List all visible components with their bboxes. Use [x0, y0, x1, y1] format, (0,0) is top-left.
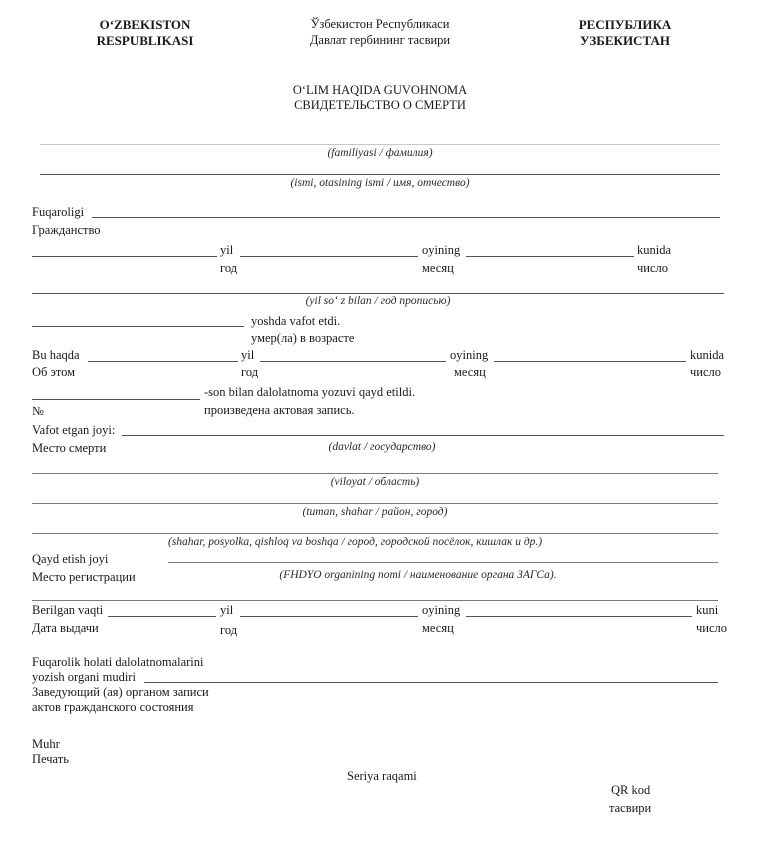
record-year-field[interactable]: [88, 347, 238, 361]
citizenship-field[interactable]: [92, 203, 720, 217]
record-year-label-uz: yil: [241, 348, 255, 362]
head-label-ru-line1: Заведующий (ая) органом записи: [32, 685, 209, 699]
country-caption: (davlat / государство): [328, 441, 436, 453]
record-about-uz: Bu haqda: [32, 348, 80, 362]
citizenship-label-uz: Fuqaroligi: [32, 205, 85, 219]
record-month-label-ru: месяц: [454, 365, 486, 379]
age-label-uz: yoshda vafot etdi.: [251, 314, 341, 328]
issue-year-label-ru: год: [220, 623, 238, 637]
head-label-uz-line1: Fuqarolik holati dalolatnomalarini: [32, 655, 204, 669]
header-left-line2: RESPUBLIKASI: [96, 33, 194, 48]
region-caption: (viloyat / область): [330, 476, 420, 488]
issue-separator-line: [32, 600, 718, 601]
issue-month-label-uz: oyining: [422, 603, 461, 617]
qr-code-label-line1: QR kod: [611, 783, 651, 797]
head-label-uz-line2: yozish organi mudiri: [32, 670, 136, 684]
title-uz: O‘LIM HAQIDA GUVOHNOMA: [292, 83, 468, 97]
record-day-label-ru: число: [690, 365, 722, 379]
header-center-line2: Давлат гербининг тасвири: [309, 33, 451, 47]
registration-label-ru: Место регистрации: [32, 570, 136, 584]
surname-line: [40, 144, 720, 145]
record-year-label-ru: год: [241, 365, 259, 379]
death-country-line: [122, 435, 724, 436]
age-label-ru: умер(ла) в возрасте: [251, 331, 355, 345]
header-right-line1: РЕСПУБЛИКА: [578, 17, 672, 32]
year-words-line: [32, 293, 724, 294]
registration-line: [168, 562, 718, 563]
issue-month-line: [240, 616, 418, 617]
header-right-line2: УЗБЕКИСТАН: [580, 33, 670, 48]
record-number-symbol: №: [32, 404, 44, 418]
issue-day-label-ru: число: [696, 621, 728, 635]
qr-code-label-line2: тасвири: [609, 801, 652, 815]
record-month-field[interactable]: [260, 347, 446, 361]
citizenship-line: [92, 217, 720, 218]
death-place-label-uz: Vafot etgan joyi:: [32, 423, 116, 437]
record-number-label-uz: -son bilan dalolatnoma yozuvi qayd etildi.: [204, 385, 416, 399]
surname-caption: (familiyasi / фамилия): [327, 147, 433, 159]
header-left-line1: O‘ZBEKISTON: [99, 17, 191, 32]
district-caption: (tuman, shahar / район, город): [302, 506, 448, 518]
record-number-field[interactable]: [32, 385, 200, 399]
death-year-label-uz: yil: [220, 243, 234, 257]
death-year-line: [32, 256, 217, 257]
record-month-label-uz: oyining: [450, 348, 489, 362]
serial-number-label: Seriya raqami: [347, 769, 417, 783]
settlement-caption: (shahar, posyolka, qishloq va boshqa / город, городской посёлок, кишлак и др.): [168, 536, 543, 548]
record-number-label-ru: произведена актовая запись.: [204, 403, 355, 417]
death-month-field[interactable]: [240, 242, 418, 256]
death-day-line: [466, 256, 634, 257]
citizenship-label-ru: Гражданство: [32, 223, 101, 237]
death-day-label-uz: kunida: [637, 243, 672, 257]
record-day-label-uz: kunida: [690, 348, 725, 362]
name-field[interactable]: [40, 160, 720, 174]
issue-year-line: [108, 616, 216, 617]
seal-label-uz: Muhr: [32, 737, 60, 751]
issue-month-field[interactable]: [240, 602, 418, 616]
record-about-ru: Об этом: [32, 365, 76, 379]
age-line: [32, 326, 244, 327]
issue-month-label-ru: месяц: [422, 621, 454, 635]
death-year-label-ru: год: [220, 261, 238, 275]
death-country-field[interactable]: [122, 421, 724, 435]
death-month-label-ru: месяц: [422, 261, 454, 275]
death-day-label-ru: число: [637, 261, 669, 275]
year-words-caption: (yil so‘ z bilan / год прописью): [305, 295, 451, 307]
head-label-ru-line2: актов гражданского состояния: [32, 700, 194, 714]
seal-label-ru: Печать: [32, 752, 69, 766]
name-caption: (ismi, otasining ismi / имя, отчество): [290, 177, 470, 189]
record-number-line: [32, 399, 200, 400]
year-words-field[interactable]: [32, 279, 724, 293]
death-day-field[interactable]: [466, 242, 634, 256]
district-line: [32, 503, 718, 504]
name-line: [40, 174, 720, 175]
death-place-label-ru: Место смерти: [32, 441, 107, 455]
header-center-line1: Ўзбекистон Республикаси: [310, 17, 450, 31]
age-field[interactable]: [32, 312, 244, 326]
registry-caption: (FHDYO organining nomi / наименование органа ЗАГСа).: [279, 569, 557, 581]
region-line: [32, 473, 718, 474]
title-ru: СВИДЕТЕЛЬСТВО О СМЕРТИ: [294, 98, 466, 112]
head-signature-field[interactable]: [144, 668, 718, 682]
surname-field[interactable]: [40, 130, 720, 144]
settlement-field[interactable]: [32, 519, 718, 533]
registration-field[interactable]: [168, 548, 718, 562]
issue-label-ru: Дата выдачи: [32, 621, 99, 635]
region-field[interactable]: [32, 459, 718, 473]
record-day-line: [494, 361, 686, 362]
issue-day-label-uz: kuni: [696, 603, 719, 617]
settlement-line: [32, 533, 718, 534]
death-year-field[interactable]: [32, 242, 217, 256]
record-year-line: [88, 361, 238, 362]
registration-label-uz: Qayd etish joyi: [32, 552, 109, 566]
issue-label-uz: Berilgan vaqti: [32, 603, 104, 617]
issue-day-field[interactable]: [466, 602, 692, 616]
death-month-label-uz: oyining: [422, 243, 461, 257]
record-month-line: [260, 361, 446, 362]
issue-day-line: [466, 616, 692, 617]
head-signature-line: [144, 682, 718, 683]
issue-year-label-uz: yil: [220, 603, 234, 617]
issue-year-field[interactable]: [108, 602, 216, 616]
death-month-line: [240, 256, 418, 257]
record-day-field[interactable]: [494, 347, 686, 361]
district-field[interactable]: [32, 489, 718, 503]
